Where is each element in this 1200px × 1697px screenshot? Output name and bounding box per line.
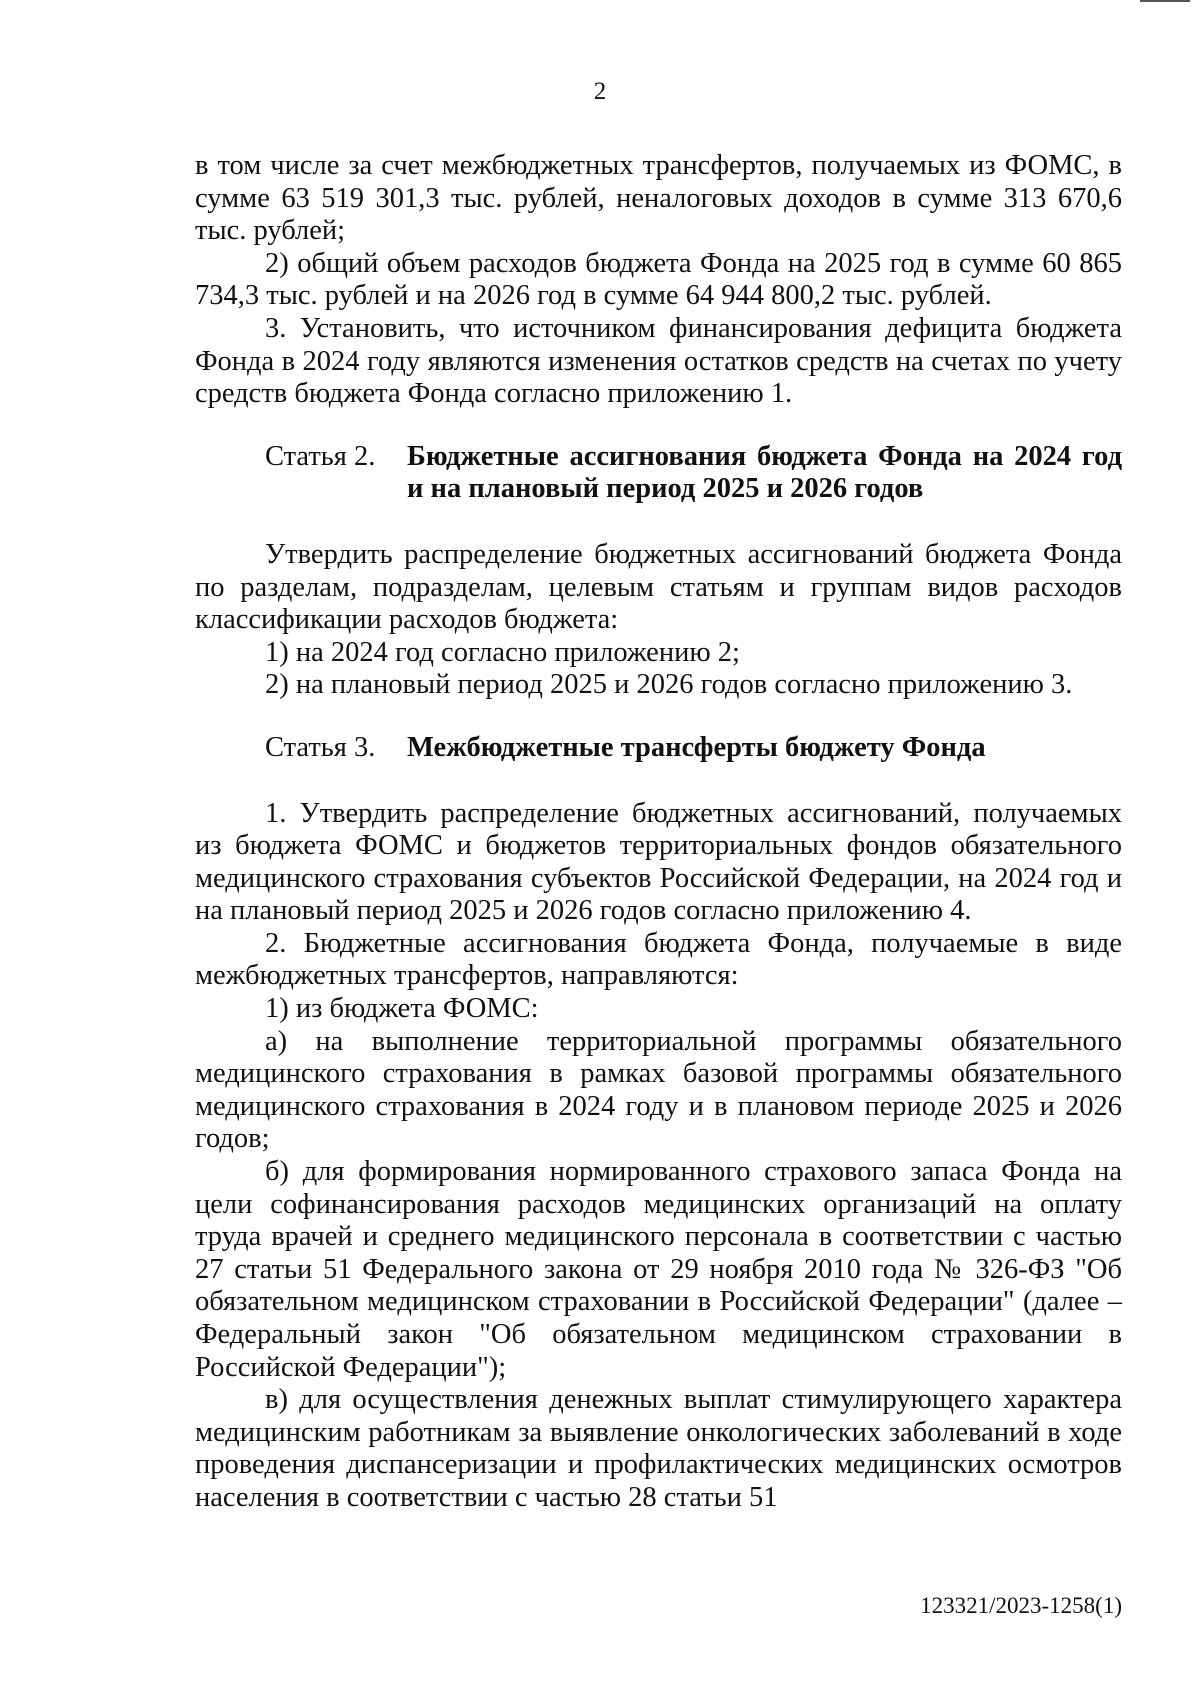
article-3-paragraph-2: 2. Бюджетные ассигнования бюджета Фонда, получаемые в виде межбюджетных трансфертов, направляются:: [195, 927, 1122, 992]
article-3-label: Статья 3.: [265, 731, 376, 763]
article-2-item-1: 1) на 2024 год согласно приложению 2;: [265, 636, 740, 668]
article-2-paragraph: Утвердить распределение бюджетных ассигнований бюджета Фонда по разделам, подразделам, целевым статьям и группам видов расходов классификации расходов бюджета:: [195, 538, 1122, 636]
article-3-item-1: 1) из бюджета ФОМС:: [265, 993, 539, 1025]
article-2-heading: [195, 441, 1122, 506]
article-3-item-v: в) для осуществления денежных выплат стимулирующего характера медицинским работникам за выявление онкологических заболеваний в ходе проведения диспансеризации и профилактических медицинских осмотров населения в соответствии с частью 28 статьи 51: [195, 1384, 1122, 1513]
article-2-title: Бюджетные ассигнования бюджета Фонда на 2024 год и на плановый период 2025 и 2026 годов: [407, 440, 1122, 505]
document-code: 123321/2023-1258(1): [920, 1593, 1122, 1618]
document-body: [195, 150, 1122, 1515]
paragraph-continuation: в том числе за счет межбюджетных трансфертов, получаемых из ФОМС, в сумме 63 519 301,3 тыс. рублей, неналоговых доходов в сумме 313 670,6 тыс. рублей;: [195, 150, 1122, 247]
article-3-title: Межбюджетные трансферты бюджету Фонда: [407, 731, 986, 763]
page-number: 2: [593, 78, 607, 105]
article-3-item-b: б) для формирования нормированного страхового запаса Фонда на цели софинансирования расходов медицинских организаций на оплату труда врачей и среднего медицинского персонала в соответствии с частью 27 статьи 51 Федерального закона от 29 ноября 2010 года № 326-ФЗ "Об обязательном медицинском страховании в Российской Федерации" (далее – Федеральный закон "Об обязательном медицинском страховании в Российской Федерации");: [195, 1156, 1122, 1383]
scan-edge-mark: [1140, 0, 1190, 2]
paragraph-deficit-source: 3. Установить, что источником финансирования дефицита бюджета Фонда в 2024 году являются изменения остатков средств на счетах по учету средств бюджета Фонда согласно приложению 1.: [195, 312, 1122, 410]
article-2-label: Статья 2.: [265, 440, 376, 472]
article-3-heading: [195, 732, 1122, 765]
article-3-paragraph-1: 1. Утвердить распределение бюджетных ассигнований, получаемых из бюджета ФОМС и бюджетов территориальных фондов обязательного медицинского страхования субъектов Российской Федерации, на 2024 год и на плановый период 2025 и 2026 годов согласно приложению 4.: [195, 797, 1122, 927]
article-3-item-a: а) на выполнение территориальной программы обязательного медицинского страхования в рамках базовой программы обязательного медицинского страхования в 2024 году и в плановом периоде 2025 и 2026 годов;: [195, 1025, 1122, 1155]
article-2-item-2: 2) на плановый период 2025 и 2026 годов согласно приложению 3.: [265, 669, 1073, 701]
paragraph-total-expenses: 2) общий объем расходов бюджета Фонда на 2025 год в сумме 60 865 734,3 тыс. рублей и на 2026 год в сумме 64 944 800,2 тыс. рублей.: [195, 247, 1122, 312]
